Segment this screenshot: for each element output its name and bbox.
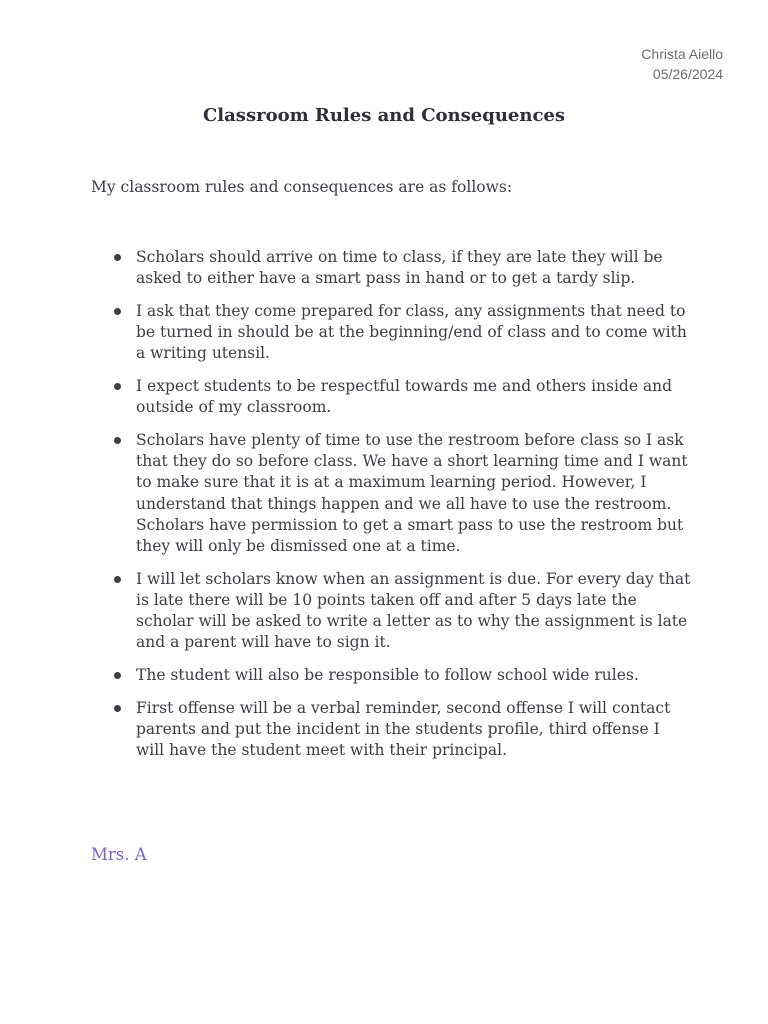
author-name: Christa Aiello — [641, 46, 723, 62]
rule-text: Scholars have plenty of time to use the restroom before class so I ask that they do so before class. We have a short learning time and I want to make sure that it is at a maximum learning period. However, I understand that things happen and we all have to use the restroom. Scholars have permission to get a smart pass to use the restroom but they will only be dismissed one at a time. — [136, 430, 688, 555]
rule-item — [91, 376, 691, 418]
bullet-icon — [114, 672, 121, 679]
rule-item — [91, 569, 691, 654]
bullet-icon — [114, 254, 121, 261]
bullet-icon — [114, 383, 121, 390]
document-date: 05/26/2024 — [652, 66, 723, 82]
rules-list — [91, 247, 691, 773]
document-title: Classroom Rules and Consequences — [202, 105, 565, 126]
rule-item — [91, 301, 691, 365]
rule-text: I ask that they come prepared for class, any assignments that need to be turned in should be at the beginning/end of class and to come with a writing utensil. — [136, 301, 687, 363]
rule-text: First offense will be a verbal reminder, second offense I will contact parents and put the incident in the students profile, third offense I will have the student meet with their principal. — [136, 698, 671, 760]
bullet-icon — [114, 705, 121, 712]
intro-paragraph: My classroom rules and consequences are as follows: — [91, 178, 513, 196]
bullet-icon — [114, 308, 121, 315]
rule-text: Scholars should arrive on time to class, if they are late they will be asked to either have a smart pass in hand or to get a tardy slip. — [136, 248, 663, 288]
rule-text: I will let scholars know when an assignment is due. For every day that is late there will be 10 points taken off and after 5 days late the scholar will be asked to write a letter as to why the assignment is late and a parent will have to sign it. — [136, 569, 691, 652]
header-meta — [641, 44, 723, 84]
bullet-icon — [114, 437, 121, 444]
bullet-icon — [114, 576, 121, 583]
rule-item — [91, 430, 691, 557]
rule-item — [91, 247, 691, 289]
signature: Mrs. A — [91, 845, 147, 864]
rule-text: The student will also be responsible to follow school wide rules. — [136, 665, 639, 684]
rule-item — [91, 665, 691, 686]
rule-text: I expect students to be respectful towards me and others inside and outside of my classroom. — [136, 377, 673, 417]
rule-item — [91, 698, 691, 762]
